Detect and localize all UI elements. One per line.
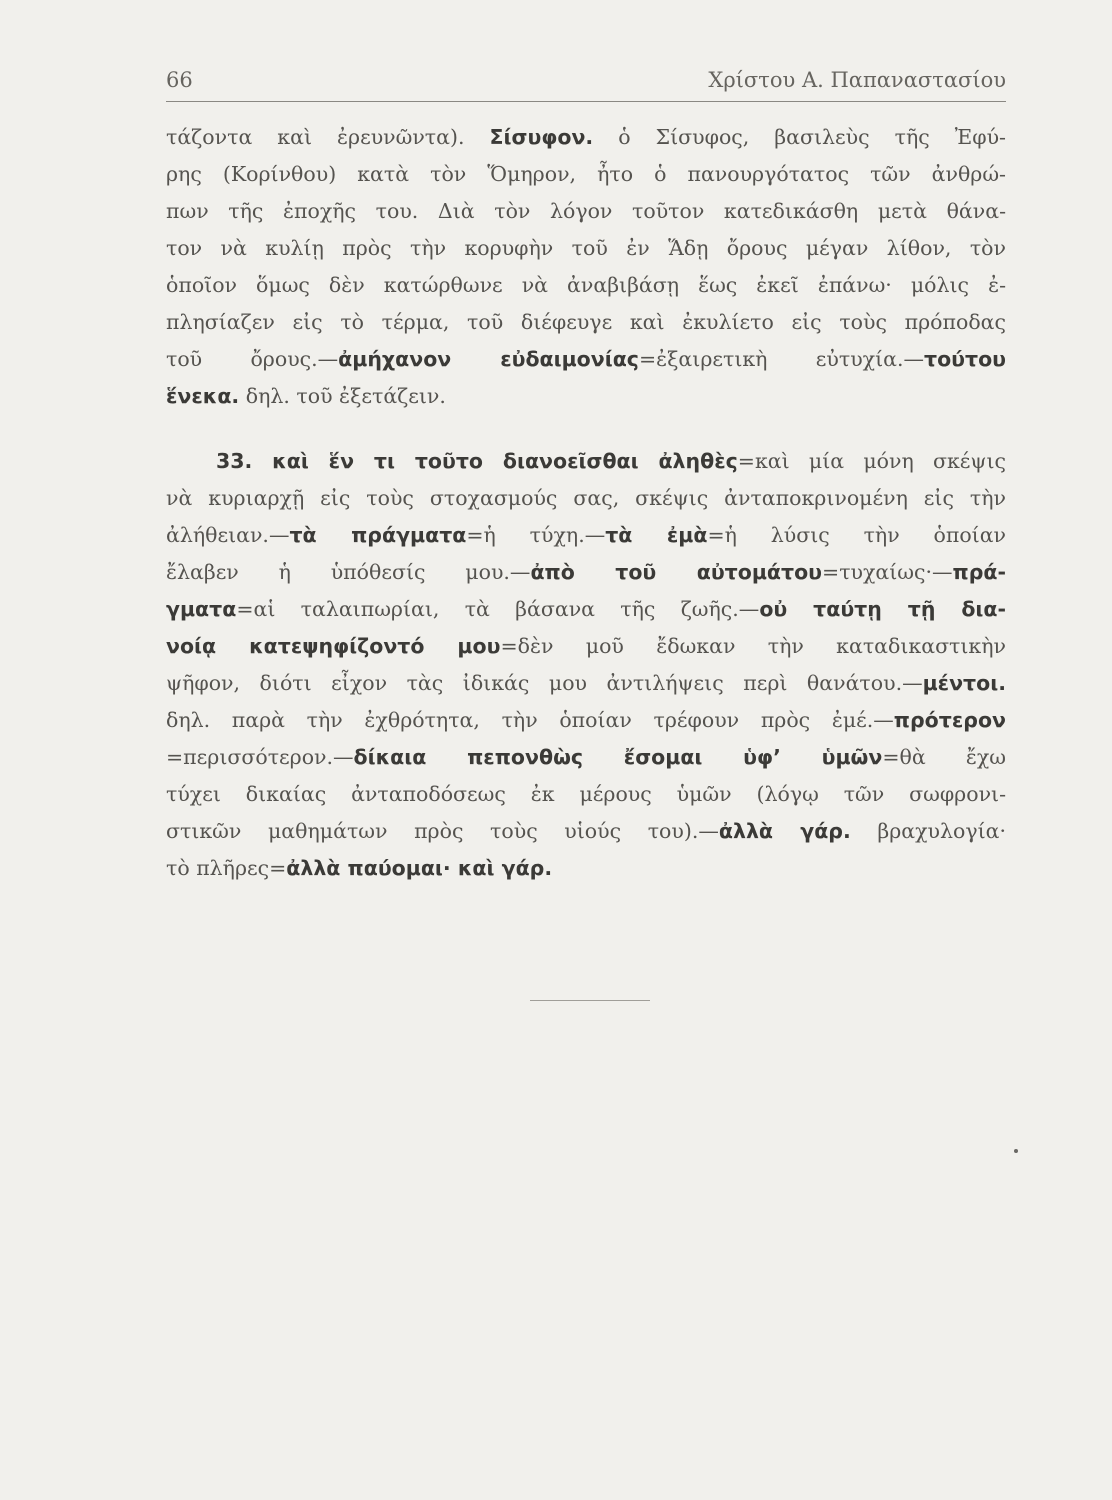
text-line [166,781,1006,807]
gloss-text: τάζοντα καὶ ἐρευνῶντα). [166,125,490,149]
gloss-text: =καὶ μία μόνη σκέψις [737,449,1006,473]
lemma-term: ἀλλὰ γάρ. [718,819,851,843]
text-line [166,198,1006,224]
gloss-text: =θὰ ἔχω [882,745,1006,769]
text-line [216,448,1006,474]
text-line [166,633,1006,659]
gloss-text: τοῦ ὄρους.— [166,347,339,371]
gloss-text: =τυχαίως·— [822,560,953,584]
lemma-term: πρά- [952,560,1006,584]
gloss-text: =περισσότερον.— [166,745,354,769]
gloss-text: ρης (Κορίνθου) κατὰ τὸν Ὅμηρον, ἦτο ὁ πανουργότατος τῶν ἀνθρώ- [166,162,1006,186]
text-line [166,272,1006,298]
page-number: 66 [166,68,193,92]
lemma-term: ἕνεκα. [166,384,240,408]
gloss-text: =ἡ τύχη.— [466,523,606,547]
gloss-text: ἔλαβεν ἡ ὑπόθεσίς μου.— [166,560,531,584]
lemma-term: δίκαια πεπονθὼς ἔσομαι ὑφ’ ὑμῶν [353,745,883,769]
text-line [166,161,1006,187]
gloss-text: πων τῆς ἐποχῆς του. Διὰ τὸν λόγον τοῦτον κατεδικάσθη μετὰ θάνα- [166,199,1006,223]
gloss-text: δηλ. παρὰ τὴν ἐχθρότητα, τὴν ὁποίαν τρέφουν πρὸς ἐμέ.— [166,708,894,732]
text-line [166,309,1006,335]
text-line [166,124,1006,150]
gloss-text: =ἐξαιρετικὴ εὐτυχία.— [638,347,924,371]
lemma-term: Σίσυφον. [489,125,594,149]
text-line [166,522,1006,548]
lemma-term: τούτου [924,347,1007,371]
text-line [166,744,1006,770]
text-line [166,818,1006,844]
gloss-text: ὁ Σίσυφος, βασιλεὺς τῆς Ἐφύ- [593,125,1006,149]
lemma-term: ἀλλὰ παύομαι· καὶ γάρ. [286,856,553,880]
gloss-text: ψῆφον, διότι εἶχον τὰς ἰδικάς μου ἀντιλήψεις περὶ θανάτου.— [166,671,923,695]
gloss-text: τον νὰ κυλίῃ πρὸς τὴν κορυφὴν τοῦ ἐν Ἅδῃ ὄρους μέγαν λίθον, τὸν [166,236,1006,260]
lemma-term: οὐ ταύτῃ τῇ δια- [759,597,1007,621]
ink-speck [1014,1149,1018,1153]
gloss-text: πλησίαζεν εἰς τὸ τέρμα, τοῦ διέφευγε καὶ ἐκυλίετο εἰς τοὺς πρόποδας [166,310,1006,334]
lemma-term: 33. καὶ ἕν τι τοῦτο διανοεῖσθαι ἀληθὲς [216,449,738,473]
gloss-text: δηλ. τοῦ ἐξετάζειν. [239,384,446,408]
gloss-text: τὸ πλῆρες= [166,856,287,880]
gloss-text: =αἱ ταλαιπωρίαι, τὰ βάσανα τῆς ζωῆς.— [236,597,760,621]
lemma-term: πρότερον [893,708,1006,732]
gloss-text: νὰ κυριαρχῇ εἰς τοὺς στοχασμούς σας, σκέψις ἀνταποκρινομένη εἰς τὴν [166,486,1006,510]
gloss-text: ὁποῖον ὅμως δὲν κατώρθωνε νὰ ἀναβιβάσῃ ἕως ἐκεῖ ἐπάνω· μόλις ἐ- [166,273,1006,297]
header-rule [166,101,1006,102]
text-line [166,485,1006,511]
running-title: Χρίστου Α. Παπαναστασίου [708,68,1006,92]
gloss-text: τύχει δικαίας ἀνταποδόσεως ἐκ μέρους ὑμῶν (λόγῳ τῶν σωφρονι- [166,782,1006,806]
gloss-text: =ἡ λύσις τὴν ὁποίαν [707,523,1007,547]
page-header [166,62,1006,102]
gloss-text: ἀλήθειαν.— [166,523,290,547]
lemma-term: τὰ ἐμὰ [605,523,708,547]
lemma-term: μέντοι. [922,671,1006,695]
text-line [166,383,1006,409]
gloss-text: στικῶν μαθημάτων πρὸς τοὺς υἱούς του).— [166,819,719,843]
text-line [166,670,1006,696]
lemma-term: ἀμήχανον εὐδαιμονίας [338,347,639,371]
gloss-text: βραχυλογία· [850,819,1007,843]
gloss-text: =δὲν μοῦ ἔδωκαν τὴν καταδικαστικὴν [500,634,1006,658]
lemma-term: νοίᾳ κατεψηφίζοντό μου [166,634,501,658]
lemma-term: ἀπὸ τοῦ αὐτομάτου [530,560,823,584]
lemma-term: τὰ πράγματα [289,523,467,547]
text-line [166,346,1006,372]
section-end-rule [530,1000,650,1001]
lemma-term: γματα [166,597,237,621]
text-line [166,235,1006,261]
text-line [166,855,1006,881]
text-line [166,559,1006,585]
text-line [166,596,1006,622]
text-line [166,707,1006,733]
